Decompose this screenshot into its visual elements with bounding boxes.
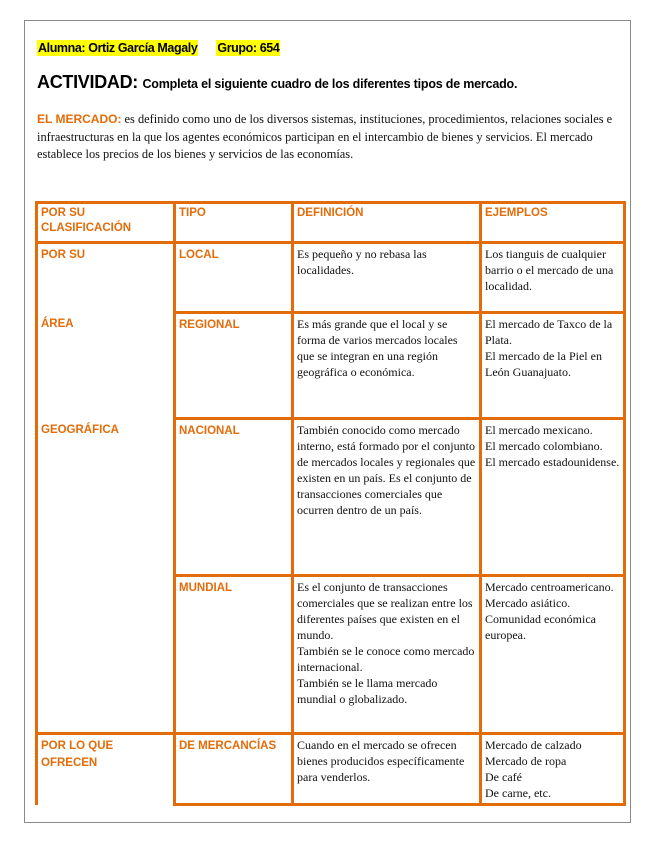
classification-cell (37, 734, 175, 805)
header-definicion: DEFINICIÓN (293, 203, 481, 243)
table-row (37, 734, 625, 805)
ejemplos-cell: El mercado de Taxco de la Plata. El mercado de la Piel en León Guanajuato. (481, 313, 625, 419)
market-types-table (35, 201, 626, 806)
tipo-cell (175, 419, 293, 576)
tipo-mercancias: DE MERCANCÍAS (179, 740, 277, 752)
header-tipo: TIPO (175, 203, 293, 243)
table-row (37, 576, 625, 734)
activity-title (37, 72, 517, 93)
classification-cell (37, 419, 175, 576)
tipo-cell (175, 313, 293, 419)
tipo-local: LOCAL (179, 249, 219, 261)
tipo-cell (175, 243, 293, 313)
classification-cell (37, 313, 175, 419)
tipo-cell (175, 576, 293, 734)
table-row (37, 419, 625, 576)
classification-cell (37, 576, 175, 734)
classification-ofrecen: POR LO QUE OFRECEN (41, 740, 114, 769)
table-header-row (37, 203, 625, 243)
classification-area-line: POR SU (41, 249, 86, 261)
tipo-mundial: MUNDIAL (179, 582, 233, 594)
header-ejemplos: EJEMPLOS (481, 203, 625, 243)
definicion-cell: También conocido como mercado interno, está formado por el conjunto de mercados locales y regionales que existen en un país. Es el conjunto de transacciones comerciales que ocurren dentro de un país. (293, 419, 481, 576)
classification-cell (37, 243, 175, 313)
ejemplos-cell: Mercado de calzado Mercado de ropa De café De carne, etc. (481, 734, 625, 805)
intro-keyword: EL MERCADO: (37, 112, 122, 126)
tipo-regional: REGIONAL (179, 319, 240, 331)
student-name: Alumna: Ortiz García Magaly (38, 41, 198, 55)
intro-paragraph (37, 111, 627, 164)
definicion-cell: Es el conjunto de transacciones comerciales que se realizan entre los diferentes países que existen en el mundo. También se le conoce como mercado internacional. También se le llama mercado mundial o globalizado. (293, 576, 481, 734)
activity-label: ACTIVIDAD: (37, 72, 138, 92)
header-clasificacion: POR SU CLASIFICACIÓN (37, 203, 175, 243)
group-label: Grupo: 654 (217, 41, 280, 55)
ejemplos-cell: El mercado mexicano. El mercado colombiano. El mercado estadounidense. (481, 419, 625, 576)
ejemplos-cell: Los tianguis de cualquier barrio o el mercado de una localidad. (481, 243, 625, 313)
intro-text: es definido como uno de los diversos sistemas, instituciones, procedimientos, relaciones sociales e infraestructuras en la que los agentes económicos participan en el intercambio de bienes y servicios. El mercado establece los precios de los bienes y servicios de las economías. (37, 112, 613, 161)
classification-area-line: GEOGRÁFICA (41, 423, 119, 436)
student-header (37, 41, 280, 55)
activity-instruction: Completa el siguiente cuadro de los diferentes tipos de mercado. (142, 77, 518, 91)
table-row (37, 243, 625, 313)
tipo-cell (175, 734, 293, 805)
definicion-cell: Es pequeño y no rebasa las localidades. (293, 243, 481, 313)
document-page (24, 20, 631, 823)
table-row (37, 313, 625, 419)
classification-area-line: ÁREA (41, 317, 74, 330)
tipo-nacional: NACIONAL (179, 425, 240, 437)
definicion-cell: Es más grande que el local y se forma de varios mercados locales que se integran en una región geográfica o económica. (293, 313, 481, 419)
definicion-cell: Cuando en el mercado se ofrecen bienes producidos específicamente para venderlos. (293, 734, 481, 805)
ejemplos-cell: Mercado centroamericano. Mercado asiático. Comunidad económica europea. (481, 576, 625, 734)
